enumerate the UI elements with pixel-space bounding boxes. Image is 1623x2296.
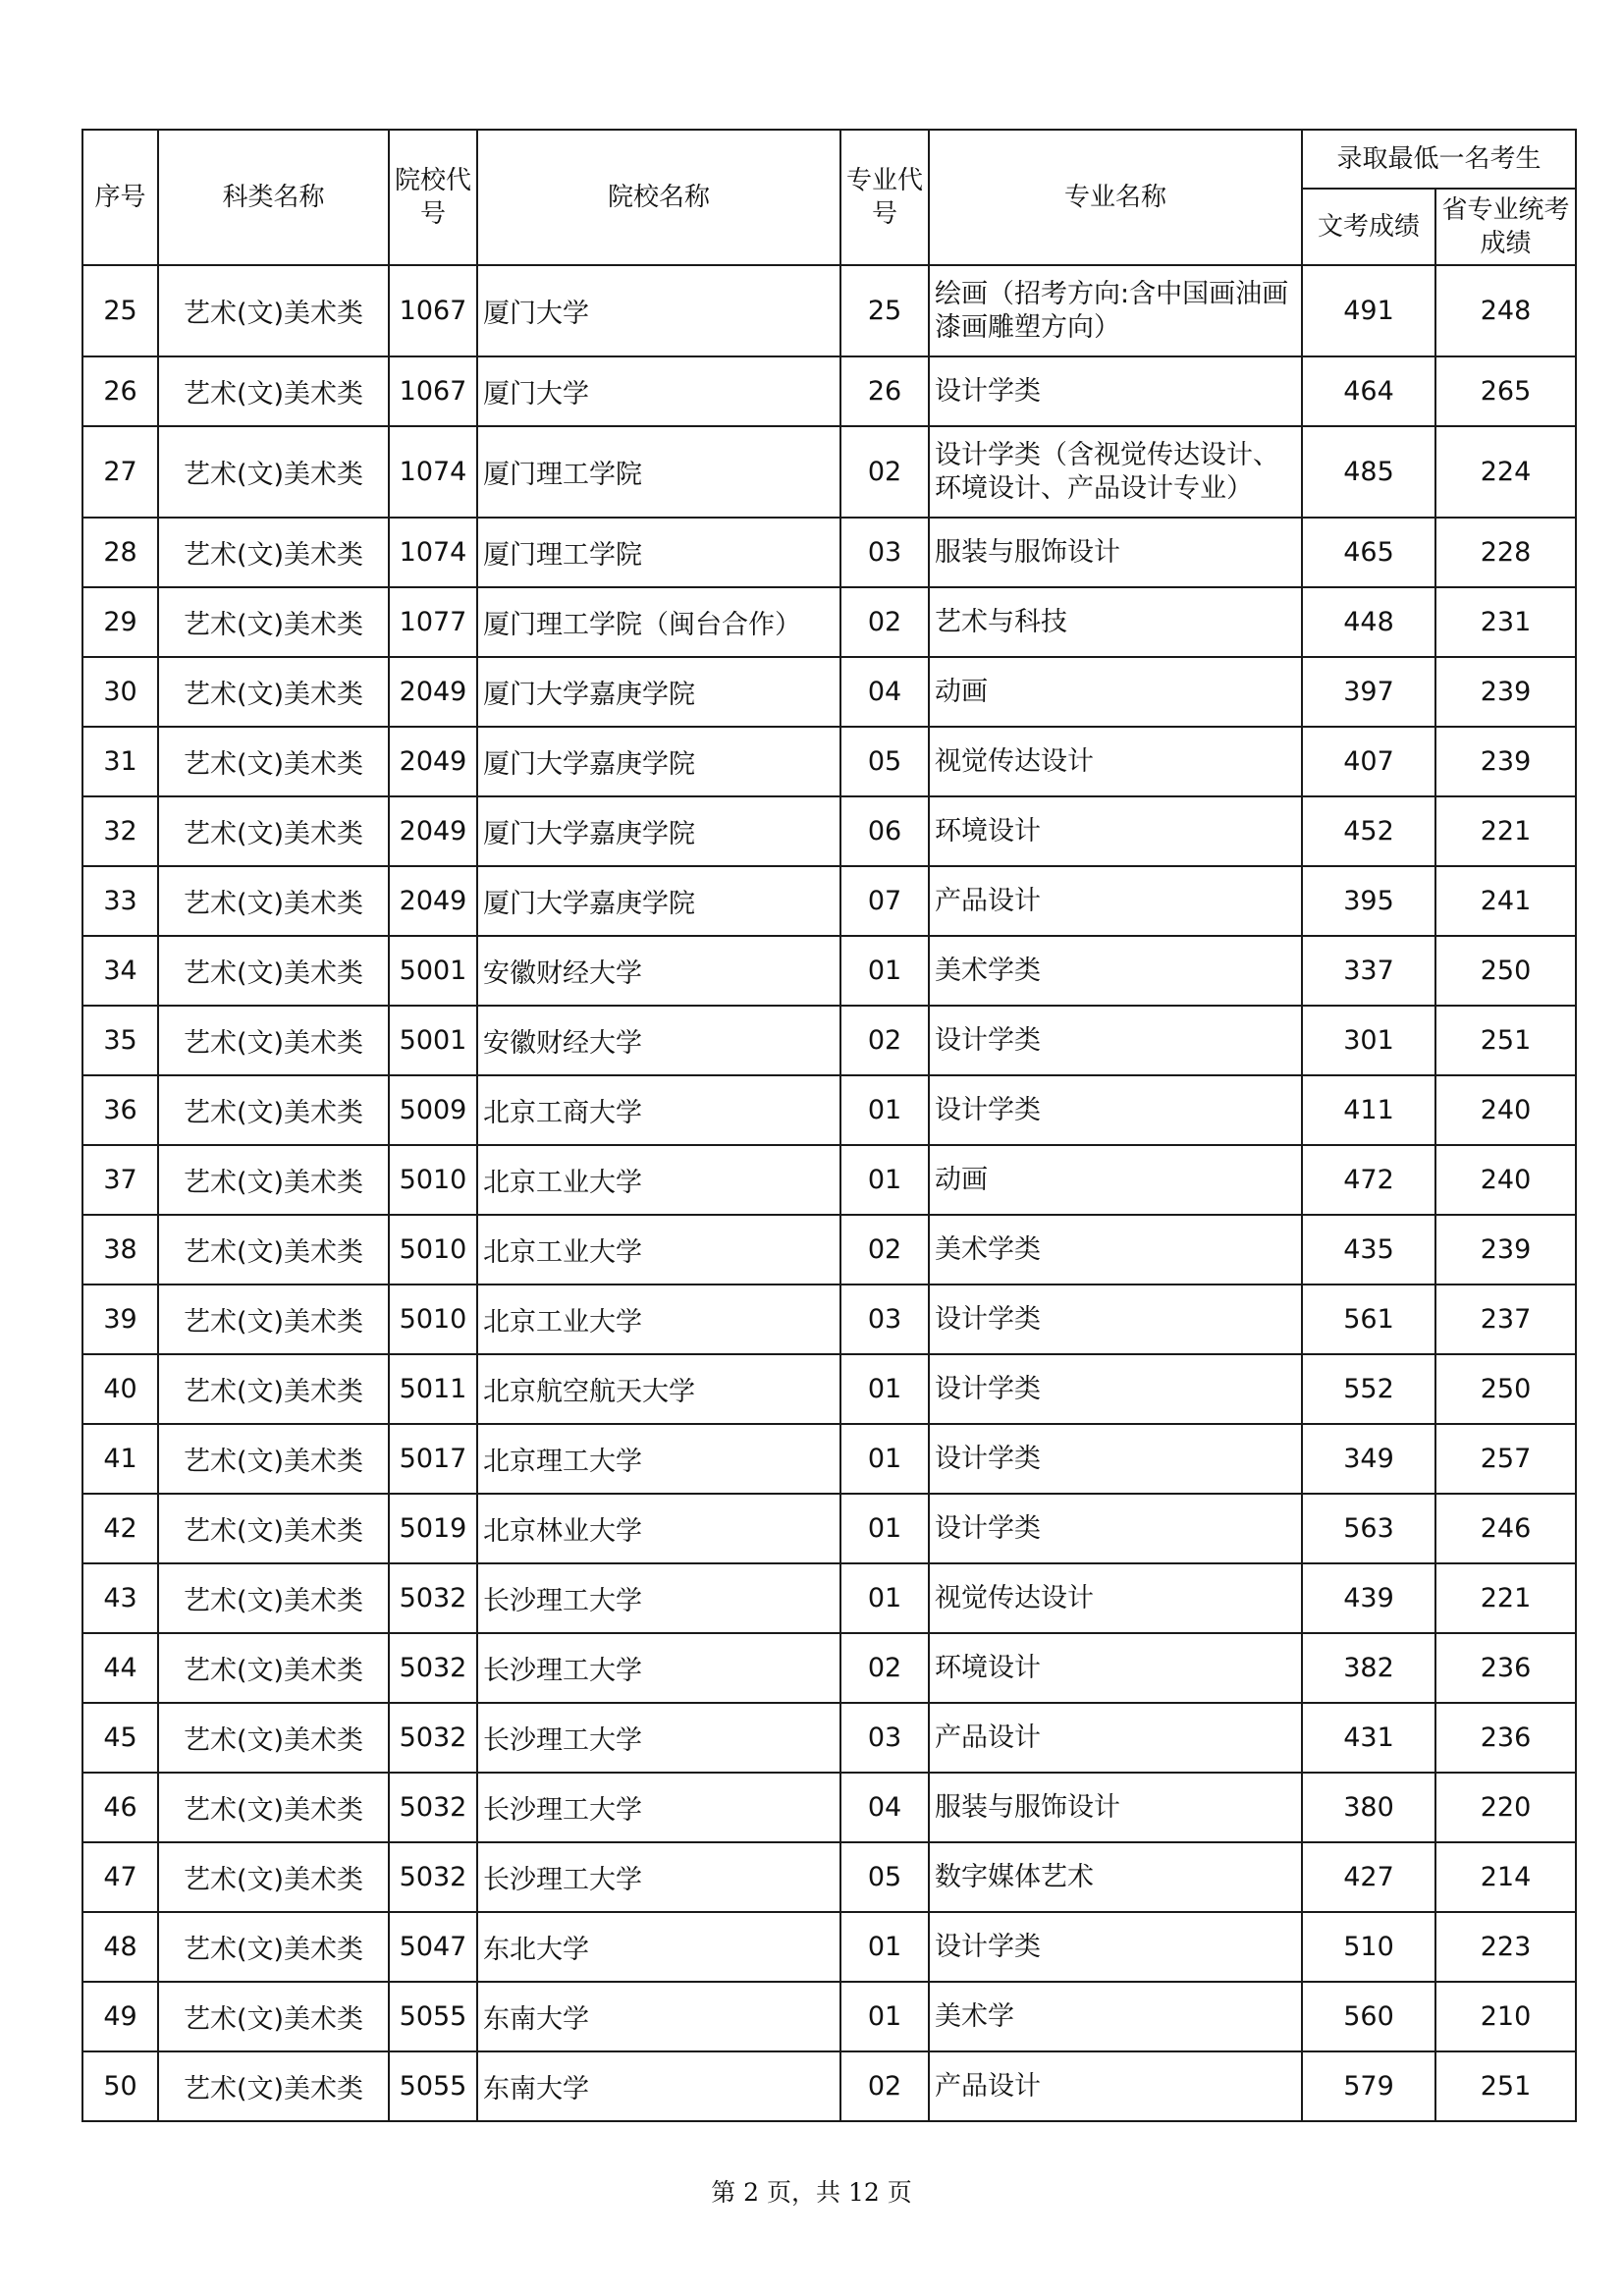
cell-seq: 41 xyxy=(82,1424,158,1494)
cell-school-code: 5010 xyxy=(389,1215,477,1285)
cell-art-score: 228 xyxy=(1435,518,1576,587)
cell-category: 艺术(文)美术类 xyxy=(158,1633,389,1703)
cell-art-score: 239 xyxy=(1435,1215,1576,1285)
cell-school-code: 5055 xyxy=(389,2051,477,2121)
cell-seq: 50 xyxy=(82,2051,158,2121)
cell-seq: 43 xyxy=(82,1563,158,1633)
cell-seq: 44 xyxy=(82,1633,158,1703)
table-row xyxy=(82,1006,1576,1075)
cell-seq: 25 xyxy=(82,265,158,356)
cell-category: 艺术(文)美术类 xyxy=(158,1982,389,2051)
cell-major-code: 06 xyxy=(840,796,929,866)
page-footer: 第 2 页，共 12 页 xyxy=(711,2178,912,2207)
table-row xyxy=(82,426,1576,518)
cell-major-name: 设计学类 xyxy=(929,1006,1302,1075)
cell-major-name: 服装与服饰设计 xyxy=(929,518,1302,587)
cell-major-code: 02 xyxy=(840,1006,929,1075)
cell-school-code: 1067 xyxy=(389,356,477,426)
cell-major-name: 服装与服饰设计 xyxy=(929,1773,1302,1842)
cell-art-score: 239 xyxy=(1435,657,1576,727)
cell-major-name: 产品设计 xyxy=(929,2051,1302,2121)
cell-art-score: 210 xyxy=(1435,1982,1576,2051)
cell-major-name: 设计学类 xyxy=(929,1075,1302,1145)
cell-school-code: 5010 xyxy=(389,1285,477,1354)
cell-seq: 42 xyxy=(82,1494,158,1563)
cell-major-code: 07 xyxy=(840,866,929,936)
cell-major-name: 动画 xyxy=(929,1145,1302,1215)
cell-school-name: 长沙理工大学 xyxy=(477,1633,840,1703)
table-row xyxy=(82,1842,1576,1912)
cell-major-code: 01 xyxy=(840,1982,929,2051)
cell-school-name: 东南大学 xyxy=(477,1982,840,2051)
cell-major-code: 02 xyxy=(840,1633,929,1703)
cell-school-code: 1077 xyxy=(389,587,477,657)
cell-school-name: 长沙理工大学 xyxy=(477,1773,840,1842)
cell-school-code: 5010 xyxy=(389,1145,477,1215)
cell-art-score: 224 xyxy=(1435,426,1576,518)
cell-category: 艺术(文)美术类 xyxy=(158,1703,389,1773)
cell-culture-score: 380 xyxy=(1302,1773,1435,1842)
cell-art-score: 251 xyxy=(1435,2051,1576,2121)
cell-major-code: 01 xyxy=(840,1563,929,1633)
table-row xyxy=(82,936,1576,1006)
table-row xyxy=(82,587,1576,657)
cell-culture-score: 349 xyxy=(1302,1424,1435,1494)
cell-school-name: 厦门大学嘉庚学院 xyxy=(477,657,840,727)
cell-major-name: 美术学 xyxy=(929,1982,1302,2051)
admission-score-table xyxy=(81,129,1577,2122)
cell-school-name: 安徽财经大学 xyxy=(477,936,840,1006)
cell-art-score: 214 xyxy=(1435,1842,1576,1912)
cell-major-code: 02 xyxy=(840,1215,929,1285)
header-school-name: 院校名称 xyxy=(477,130,840,265)
cell-category: 艺术(文)美术类 xyxy=(158,727,389,796)
cell-category: 艺术(文)美术类 xyxy=(158,1773,389,1842)
cell-school-code: 5001 xyxy=(389,1006,477,1075)
cell-major-code: 26 xyxy=(840,356,929,426)
cell-seq: 36 xyxy=(82,1075,158,1145)
cell-school-name: 厦门大学嘉庚学院 xyxy=(477,796,840,866)
cell-major-code: 04 xyxy=(840,1773,929,1842)
cell-art-score: 221 xyxy=(1435,1563,1576,1633)
cell-seq: 27 xyxy=(82,426,158,518)
cell-major-code: 01 xyxy=(840,936,929,1006)
cell-major-name: 美术学类 xyxy=(929,1215,1302,1285)
cell-culture-score: 563 xyxy=(1302,1494,1435,1563)
cell-culture-score: 301 xyxy=(1302,1006,1435,1075)
cell-art-score: 248 xyxy=(1435,265,1576,356)
cell-major-code: 02 xyxy=(840,2051,929,2121)
cell-art-score: 236 xyxy=(1435,1703,1576,1773)
cell-school-name: 东北大学 xyxy=(477,1912,840,1982)
cell-major-code: 02 xyxy=(840,426,929,518)
cell-culture-score: 337 xyxy=(1302,936,1435,1006)
cell-major-code: 01 xyxy=(840,1354,929,1424)
cell-seq: 34 xyxy=(82,936,158,1006)
cell-school-code: 5032 xyxy=(389,1842,477,1912)
table-row xyxy=(82,1633,1576,1703)
cell-school-name: 东南大学 xyxy=(477,2051,840,2121)
cell-culture-score: 448 xyxy=(1302,587,1435,657)
header-culture-score: 文考成绩 xyxy=(1302,189,1435,265)
cell-school-code: 1067 xyxy=(389,265,477,356)
cell-seq: 31 xyxy=(82,727,158,796)
table-row xyxy=(82,796,1576,866)
cell-major-name: 设计学类 xyxy=(929,1285,1302,1354)
cell-school-code: 5032 xyxy=(389,1773,477,1842)
cell-art-score: 250 xyxy=(1435,936,1576,1006)
cell-school-name: 北京工业大学 xyxy=(477,1215,840,1285)
cell-culture-score: 411 xyxy=(1302,1075,1435,1145)
table-row xyxy=(82,265,1576,356)
table-row xyxy=(82,518,1576,587)
cell-school-code: 2049 xyxy=(389,866,477,936)
cell-major-name: 设计学类 xyxy=(929,356,1302,426)
cell-culture-score: 407 xyxy=(1302,727,1435,796)
cell-art-score: 239 xyxy=(1435,727,1576,796)
cell-culture-score: 510 xyxy=(1302,1912,1435,1982)
cell-school-code: 5011 xyxy=(389,1354,477,1424)
cell-culture-score: 552 xyxy=(1302,1354,1435,1424)
cell-school-code: 2049 xyxy=(389,727,477,796)
cell-category: 艺术(文)美术类 xyxy=(158,657,389,727)
table-row xyxy=(82,866,1576,936)
cell-major-name: 视觉传达设计 xyxy=(929,727,1302,796)
cell-school-code: 2049 xyxy=(389,657,477,727)
cell-school-code: 5032 xyxy=(389,1563,477,1633)
cell-seq: 38 xyxy=(82,1215,158,1285)
cell-major-name: 环境设计 xyxy=(929,796,1302,866)
cell-culture-score: 485 xyxy=(1302,426,1435,518)
cell-culture-score: 465 xyxy=(1302,518,1435,587)
cell-major-name: 设计学类 xyxy=(929,1912,1302,1982)
cell-school-name: 厦门理工学院 xyxy=(477,518,840,587)
cell-school-name: 北京工业大学 xyxy=(477,1285,840,1354)
cell-art-score: 231 xyxy=(1435,587,1576,657)
header-admission-group: 录取最低一名考生 xyxy=(1302,130,1576,189)
cell-culture-score: 382 xyxy=(1302,1633,1435,1703)
table-row xyxy=(82,1703,1576,1773)
table-row xyxy=(82,657,1576,727)
cell-school-name: 安徽财经大学 xyxy=(477,1006,840,1075)
cell-seq: 35 xyxy=(82,1006,158,1075)
cell-category: 艺术(文)美术类 xyxy=(158,1215,389,1285)
cell-school-name: 厦门理工学院 xyxy=(477,426,840,518)
cell-school-code: 5017 xyxy=(389,1424,477,1494)
cell-seq: 49 xyxy=(82,1982,158,2051)
cell-major-name: 设计学类（含视觉传达设计、环境设计、产品设计专业） xyxy=(929,426,1302,518)
table-row xyxy=(82,1215,1576,1285)
cell-art-score: 241 xyxy=(1435,866,1576,936)
cell-seq: 33 xyxy=(82,866,158,936)
header-major-code: 专业代号 xyxy=(840,130,929,265)
cell-category: 艺术(文)美术类 xyxy=(158,1424,389,1494)
cell-culture-score: 431 xyxy=(1302,1703,1435,1773)
cell-art-score: 246 xyxy=(1435,1494,1576,1563)
cell-seq: 29 xyxy=(82,587,158,657)
cell-school-code: 1074 xyxy=(389,426,477,518)
cell-major-code: 05 xyxy=(840,727,929,796)
cell-major-name: 艺术与科技 xyxy=(929,587,1302,657)
cell-school-name: 北京航空航天大学 xyxy=(477,1354,840,1424)
table-row xyxy=(82,1354,1576,1424)
cell-major-code: 03 xyxy=(840,1703,929,1773)
cell-major-code: 01 xyxy=(840,1494,929,1563)
cell-culture-score: 439 xyxy=(1302,1563,1435,1633)
cell-culture-score: 579 xyxy=(1302,2051,1435,2121)
cell-major-name: 产品设计 xyxy=(929,1703,1302,1773)
cell-major-code: 01 xyxy=(840,1424,929,1494)
cell-culture-score: 472 xyxy=(1302,1145,1435,1215)
cell-major-name: 设计学类 xyxy=(929,1354,1302,1424)
cell-school-name: 厦门大学 xyxy=(477,356,840,426)
cell-culture-score: 464 xyxy=(1302,356,1435,426)
cell-culture-score: 397 xyxy=(1302,657,1435,727)
cell-art-score: 237 xyxy=(1435,1285,1576,1354)
cell-category: 艺术(文)美术类 xyxy=(158,1912,389,1982)
cell-art-score: 240 xyxy=(1435,1075,1576,1145)
table-row xyxy=(82,1285,1576,1354)
cell-seq: 39 xyxy=(82,1285,158,1354)
table-body xyxy=(82,265,1576,2121)
cell-school-name: 北京工业大学 xyxy=(477,1145,840,1215)
cell-school-name: 北京林业大学 xyxy=(477,1494,840,1563)
cell-category: 艺术(文)美术类 xyxy=(158,936,389,1006)
cell-category: 艺术(文)美术类 xyxy=(158,796,389,866)
cell-major-name: 产品设计 xyxy=(929,866,1302,936)
table-row xyxy=(82,356,1576,426)
cell-major-name: 数字媒体艺术 xyxy=(929,1842,1302,1912)
table-row xyxy=(82,1563,1576,1633)
cell-school-code: 5055 xyxy=(389,1982,477,2051)
cell-category: 艺术(文)美术类 xyxy=(158,587,389,657)
cell-culture-score: 427 xyxy=(1302,1842,1435,1912)
header-category: 科类名称 xyxy=(158,130,389,265)
cell-category: 艺术(文)美术类 xyxy=(158,866,389,936)
cell-category: 艺术(文)美术类 xyxy=(158,1285,389,1354)
cell-category: 艺术(文)美术类 xyxy=(158,356,389,426)
cell-school-name: 长沙理工大学 xyxy=(477,1703,840,1773)
header-seq: 序号 xyxy=(82,130,158,265)
cell-art-score: 236 xyxy=(1435,1633,1576,1703)
cell-category: 艺术(文)美术类 xyxy=(158,518,389,587)
cell-major-name: 动画 xyxy=(929,657,1302,727)
cell-major-code: 05 xyxy=(840,1842,929,1912)
cell-school-code: 1074 xyxy=(389,518,477,587)
cell-major-code: 03 xyxy=(840,518,929,587)
cell-school-name: 北京理工大学 xyxy=(477,1424,840,1494)
header-school-code: 院校代号 xyxy=(389,130,477,265)
header-art-score: 省专业统考成绩 xyxy=(1435,189,1576,265)
cell-seq: 37 xyxy=(82,1145,158,1215)
cell-major-code: 02 xyxy=(840,587,929,657)
cell-major-name: 环境设计 xyxy=(929,1633,1302,1703)
cell-culture-score: 435 xyxy=(1302,1215,1435,1285)
cell-major-name: 设计学类 xyxy=(929,1424,1302,1494)
cell-seq: 47 xyxy=(82,1842,158,1912)
cell-category: 艺术(文)美术类 xyxy=(158,1145,389,1215)
cell-seq: 46 xyxy=(82,1773,158,1842)
table-row xyxy=(82,727,1576,796)
cell-major-name: 视觉传达设计 xyxy=(929,1563,1302,1633)
cell-seq: 28 xyxy=(82,518,158,587)
cell-category: 艺术(文)美术类 xyxy=(158,1006,389,1075)
table-row xyxy=(82,1912,1576,1982)
table-row xyxy=(82,1982,1576,2051)
cell-seq: 45 xyxy=(82,1703,158,1773)
cell-school-code: 5032 xyxy=(389,1703,477,1773)
cell-school-code: 5019 xyxy=(389,1494,477,1563)
cell-major-name: 设计学类 xyxy=(929,1494,1302,1563)
cell-culture-score: 491 xyxy=(1302,265,1435,356)
cell-seq: 30 xyxy=(82,657,158,727)
cell-school-name: 厦门理工学院（闽台合作） xyxy=(477,587,840,657)
cell-school-name: 厦门大学嘉庚学院 xyxy=(477,866,840,936)
table-row xyxy=(82,1145,1576,1215)
cell-culture-score: 452 xyxy=(1302,796,1435,866)
table-row xyxy=(82,1075,1576,1145)
cell-culture-score: 561 xyxy=(1302,1285,1435,1354)
cell-art-score: 220 xyxy=(1435,1773,1576,1842)
cell-school-name: 厦门大学 xyxy=(477,265,840,356)
cell-school-name: 长沙理工大学 xyxy=(477,1563,840,1633)
cell-major-code: 01 xyxy=(840,1075,929,1145)
table-row xyxy=(82,2051,1576,2121)
cell-seq: 32 xyxy=(82,796,158,866)
cell-art-score: 265 xyxy=(1435,356,1576,426)
cell-major-code: 25 xyxy=(840,265,929,356)
cell-school-code: 5032 xyxy=(389,1633,477,1703)
cell-school-code: 2049 xyxy=(389,796,477,866)
table-row xyxy=(82,1494,1576,1563)
cell-art-score: 240 xyxy=(1435,1145,1576,1215)
cell-seq: 48 xyxy=(82,1912,158,1982)
header-major-name: 专业名称 xyxy=(929,130,1302,265)
cell-category: 艺术(文)美术类 xyxy=(158,426,389,518)
cell-category: 艺术(文)美术类 xyxy=(158,1494,389,1563)
cell-school-code: 5009 xyxy=(389,1075,477,1145)
cell-school-code: 5001 xyxy=(389,936,477,1006)
cell-major-code: 04 xyxy=(840,657,929,727)
cell-art-score: 251 xyxy=(1435,1006,1576,1075)
cell-category: 艺术(文)美术类 xyxy=(158,265,389,356)
cell-major-code: 01 xyxy=(840,1912,929,1982)
cell-major-name: 美术学类 xyxy=(929,936,1302,1006)
cell-category: 艺术(文)美术类 xyxy=(158,1563,389,1633)
cell-art-score: 223 xyxy=(1435,1912,1576,1982)
cell-category: 艺术(文)美术类 xyxy=(158,1842,389,1912)
cell-art-score: 250 xyxy=(1435,1354,1576,1424)
cell-major-name: 绘画（招考方向:含中国画油画漆画雕塑方向） xyxy=(929,265,1302,356)
cell-culture-score: 560 xyxy=(1302,1982,1435,2051)
cell-school-code: 5047 xyxy=(389,1912,477,1982)
cell-seq: 40 xyxy=(82,1354,158,1424)
table-row xyxy=(82,1773,1576,1842)
cell-art-score: 221 xyxy=(1435,796,1576,866)
cell-category: 艺术(文)美术类 xyxy=(158,2051,389,2121)
cell-art-score: 257 xyxy=(1435,1424,1576,1494)
cell-category: 艺术(文)美术类 xyxy=(158,1354,389,1424)
cell-major-code: 01 xyxy=(840,1145,929,1215)
cell-major-code: 03 xyxy=(840,1285,929,1354)
cell-culture-score: 395 xyxy=(1302,866,1435,936)
cell-seq: 26 xyxy=(82,356,158,426)
cell-school-name: 厦门大学嘉庚学院 xyxy=(477,727,840,796)
cell-category: 艺术(文)美术类 xyxy=(158,1075,389,1145)
cell-school-name: 长沙理工大学 xyxy=(477,1842,840,1912)
cell-school-name: 北京工商大学 xyxy=(477,1075,840,1145)
table-row xyxy=(82,1424,1576,1494)
